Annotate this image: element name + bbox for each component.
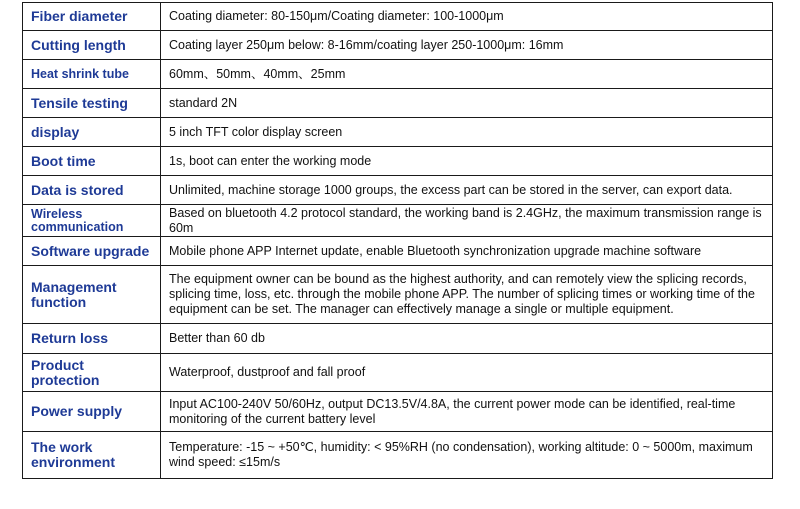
spec-value: Input AC100-240V 50/60Hz, output DC13.5V/4.8A, the current power mode can be identified, real-time monitoring of the current battery level	[161, 392, 773, 432]
spec-value: standard 2N	[161, 89, 773, 118]
spec-value: 1s, boot can enter the working mode	[161, 147, 773, 176]
spec-label: Software upgrade	[31, 242, 150, 259]
spec-row-heat-shrink-tube	[23, 60, 773, 89]
spec-value: Based on bluetooth 4.2 protocol standard, the working band is 2.4GHz, the maximum transmission range is 60m	[161, 205, 773, 237]
spec-label-cell	[23, 3, 161, 31]
spec-label: Data is stored	[31, 181, 124, 198]
spec-label-cell	[23, 176, 161, 205]
spec-label: Return loss	[31, 330, 109, 346]
spec-label: Boot time	[31, 152, 96, 169]
spec-row-software-upgrade	[23, 237, 773, 266]
spec-value: Mobile phone APP Internet update, enable Bluetooth synchronization upgrade machine software	[161, 237, 773, 266]
spec-row-cutting-length	[23, 31, 773, 60]
spec-label: Power supply	[31, 403, 123, 419]
spec-row-fiber-diameter	[23, 3, 773, 31]
spec-label-cell	[23, 147, 161, 176]
spec-label: display	[31, 123, 80, 140]
spec-value: Better than 60 db	[161, 324, 773, 354]
spec-value: The equipment owner can be bound as the highest authority, and can remotely view the splicing records, splicing time, loss, etc. through the mobile phone APP. The number of splicing times or working time of the equipment can be set. The manager can effectively manage a single or multiple equipment.	[161, 266, 773, 324]
spec-value: Waterproof, dustproof and fall proof	[161, 354, 773, 392]
spec-label: Heat shrink tube	[31, 66, 129, 81]
spec-row-return-loss	[23, 324, 773, 354]
spec-label: Cutting length	[31, 36, 126, 53]
spec-row-work-environment	[23, 432, 773, 479]
spec-row-wireless-communication	[23, 205, 773, 237]
spec-label: Fiber diameter	[31, 8, 128, 24]
spec-value: 60mm、50mm、40mm、25mm	[161, 60, 773, 89]
spec-row-boot-time	[23, 147, 773, 176]
spec-value: Unlimited, machine storage 1000 groups, the excess part can be stored in the server, can export data.	[161, 176, 773, 205]
spec-row-product-protection	[23, 354, 773, 392]
spec-row-data-stored	[23, 176, 773, 205]
spec-row-tensile-testing	[23, 89, 773, 118]
spec-label-cell	[23, 392, 161, 432]
spec-label-cell	[23, 237, 161, 266]
spec-label-cell	[23, 354, 161, 392]
spec-label-cell	[23, 118, 161, 147]
spec-table	[22, 2, 773, 479]
spec-row-management-function	[23, 266, 773, 324]
spec-label: Management function	[31, 278, 117, 310]
spec-label: Tensile testing	[31, 94, 128, 111]
spec-value: Coating layer 250μm below: 8-16mm/coating layer 250-1000μm: 16mm	[161, 31, 773, 60]
spec-label-cell	[23, 324, 161, 354]
spec-label-cell	[23, 266, 161, 324]
spec-label-cell	[23, 432, 161, 479]
spec-label: The work environment	[31, 439, 116, 470]
spec-label: Wireless communication	[31, 206, 124, 234]
spec-label: Product protection	[31, 356, 100, 388]
spec-value: Coating diameter: 80-150μm/Coating diameter: 100-1000μm	[161, 3, 773, 31]
spec-label-cell	[23, 31, 161, 60]
spec-label-cell	[23, 205, 161, 237]
spec-label-cell	[23, 60, 161, 89]
spec-label-cell	[23, 89, 161, 118]
spec-value: 5 inch TFT color display screen	[161, 118, 773, 147]
spec-row-display	[23, 118, 773, 147]
spec-row-power-supply	[23, 392, 773, 432]
spec-value: Temperature: -15 ~ +50℃, humidity: < 95%RH (no condensation), working altitude: 0 ~ 5000m, maximum wind speed: ≤15m/s	[161, 432, 773, 479]
